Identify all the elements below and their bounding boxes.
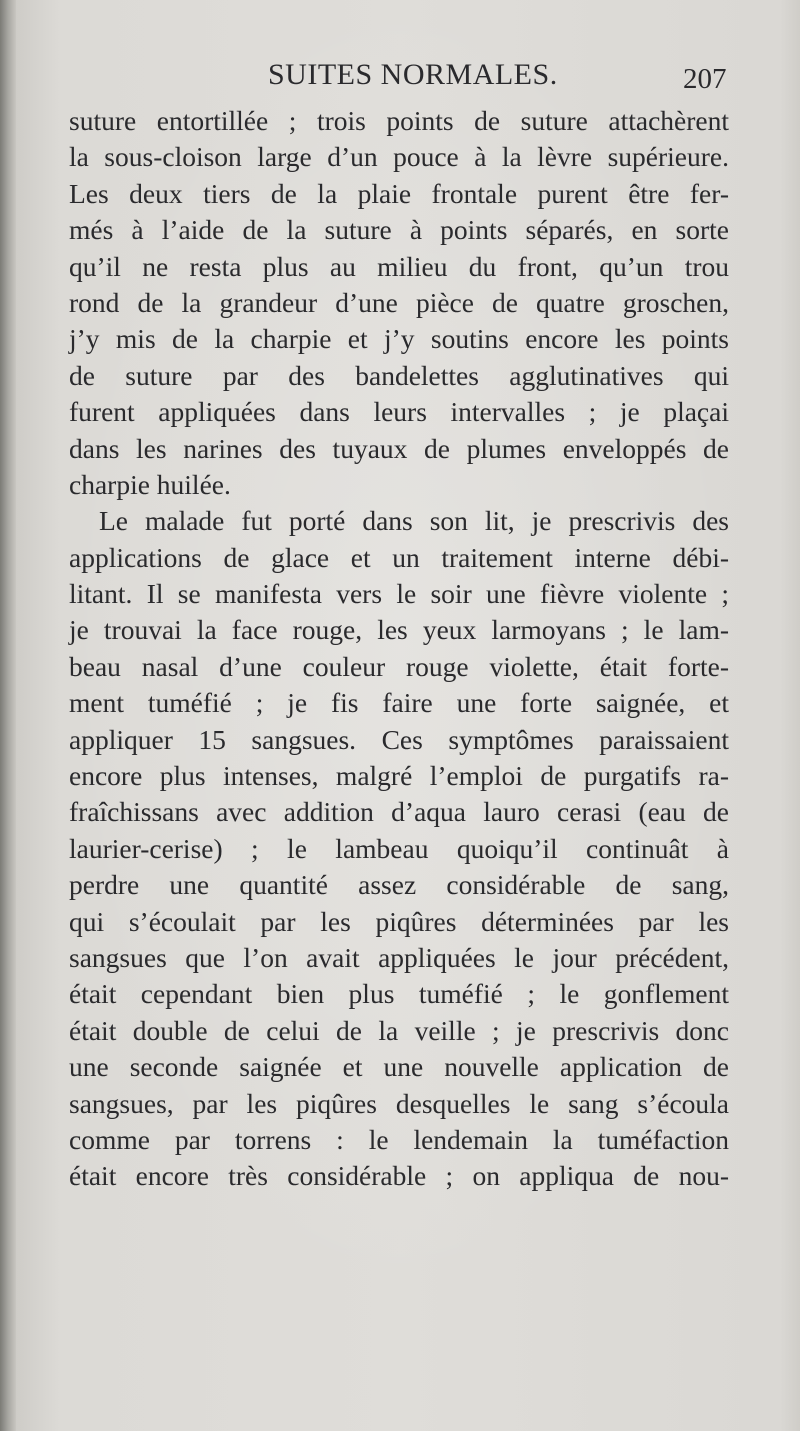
page-number: 207: [683, 63, 727, 95]
text-line-27: une seconde saignée et une nouvelle application de: [69, 1051, 729, 1083]
page-header: [0, 58, 800, 98]
text-line-9: furent appliquées dans leurs intervalles ; je plaçai: [69, 396, 729, 428]
text-line-24: sangsues que l’on avait appliquées le jour précédent,: [69, 941, 729, 973]
text-line-16: beau nasal d’une couleur rouge violette, était forte-: [69, 650, 729, 682]
text-line-2: la sous-cloison large d’un pouce à la lèvre supérieure.: [69, 141, 729, 173]
text-line-22: perdre une quantité assez considérable de sang,: [69, 869, 729, 901]
text-line-26: était double de celui de la veille ; je prescrivis donc: [69, 1014, 729, 1046]
text-line-11: charpie huilée.: [69, 468, 231, 500]
text-line-12: Le malade fut porté dans son lit, je prescrivis des: [99, 505, 729, 537]
text-line-3: Les deux tiers de la plaie frontale purent être fer-: [69, 177, 729, 209]
text-line-8: de suture par des bandelettes agglutinatives qui: [69, 359, 729, 391]
text-line-29: comme par torrens : le lendemain la tuméfaction: [69, 1123, 729, 1155]
book-spine-shadow: [0, 0, 16, 1431]
text-line-10: dans les narines des tuyaux de plumes enveloppés de: [69, 432, 729, 464]
text-line-17: ment tuméfié ; je fis faire une forte saignée, et: [69, 687, 729, 719]
text-line-14: litant. Il se manifesta vers le soir une fièvre violente ;: [69, 578, 729, 610]
text-line-19: encore plus intenses, malgré l’emploi de purgatifs ra-: [69, 760, 729, 792]
text-line-20: fraîchissans avec addition d’aqua lauro cerasi (eau de: [69, 796, 729, 828]
text-line-25: était cependant bien plus tuméfié ; le gonflement: [69, 978, 729, 1010]
text-line-21: laurier-cerise) ; le lambeau quoiqu’il continuât à: [69, 832, 729, 864]
text-line-4: més à l’aide de la suture à points séparés, en sorte: [69, 214, 729, 246]
text-line-7: j’y mis de la charpie et j’y soutins encore les points: [69, 323, 729, 355]
text-line-5: qu’il ne resta plus au milieu du front, qu’un trou: [69, 250, 729, 282]
text-line-23: qui s’écoulait par les piqûres déterminées par les: [69, 905, 729, 937]
text-line-1: suture entortillée ; trois points de suture attachèrent: [69, 105, 729, 136]
text-line-18: appliquer 15 sangsues. Ces symptômes paraissaient: [69, 723, 729, 755]
text-line-6: rond de la grandeur d’une pièce de quatre groschen,: [69, 286, 729, 318]
text-line-13: applications de glace et un traitement interne débi-: [69, 541, 729, 573]
text-line-15: je trouvai la face rouge, les yeux larmoyans ; le lam-: [69, 614, 729, 646]
running-title: SUITES NORMALES.: [268, 58, 558, 91]
body-text: [69, 103, 729, 1195]
text-line-28: sangsues, par les piqûres desquelles le sang s’écoula: [69, 1087, 729, 1119]
text-line-30: était encore très considérable ; on appliqua de nou-: [69, 1160, 729, 1192]
